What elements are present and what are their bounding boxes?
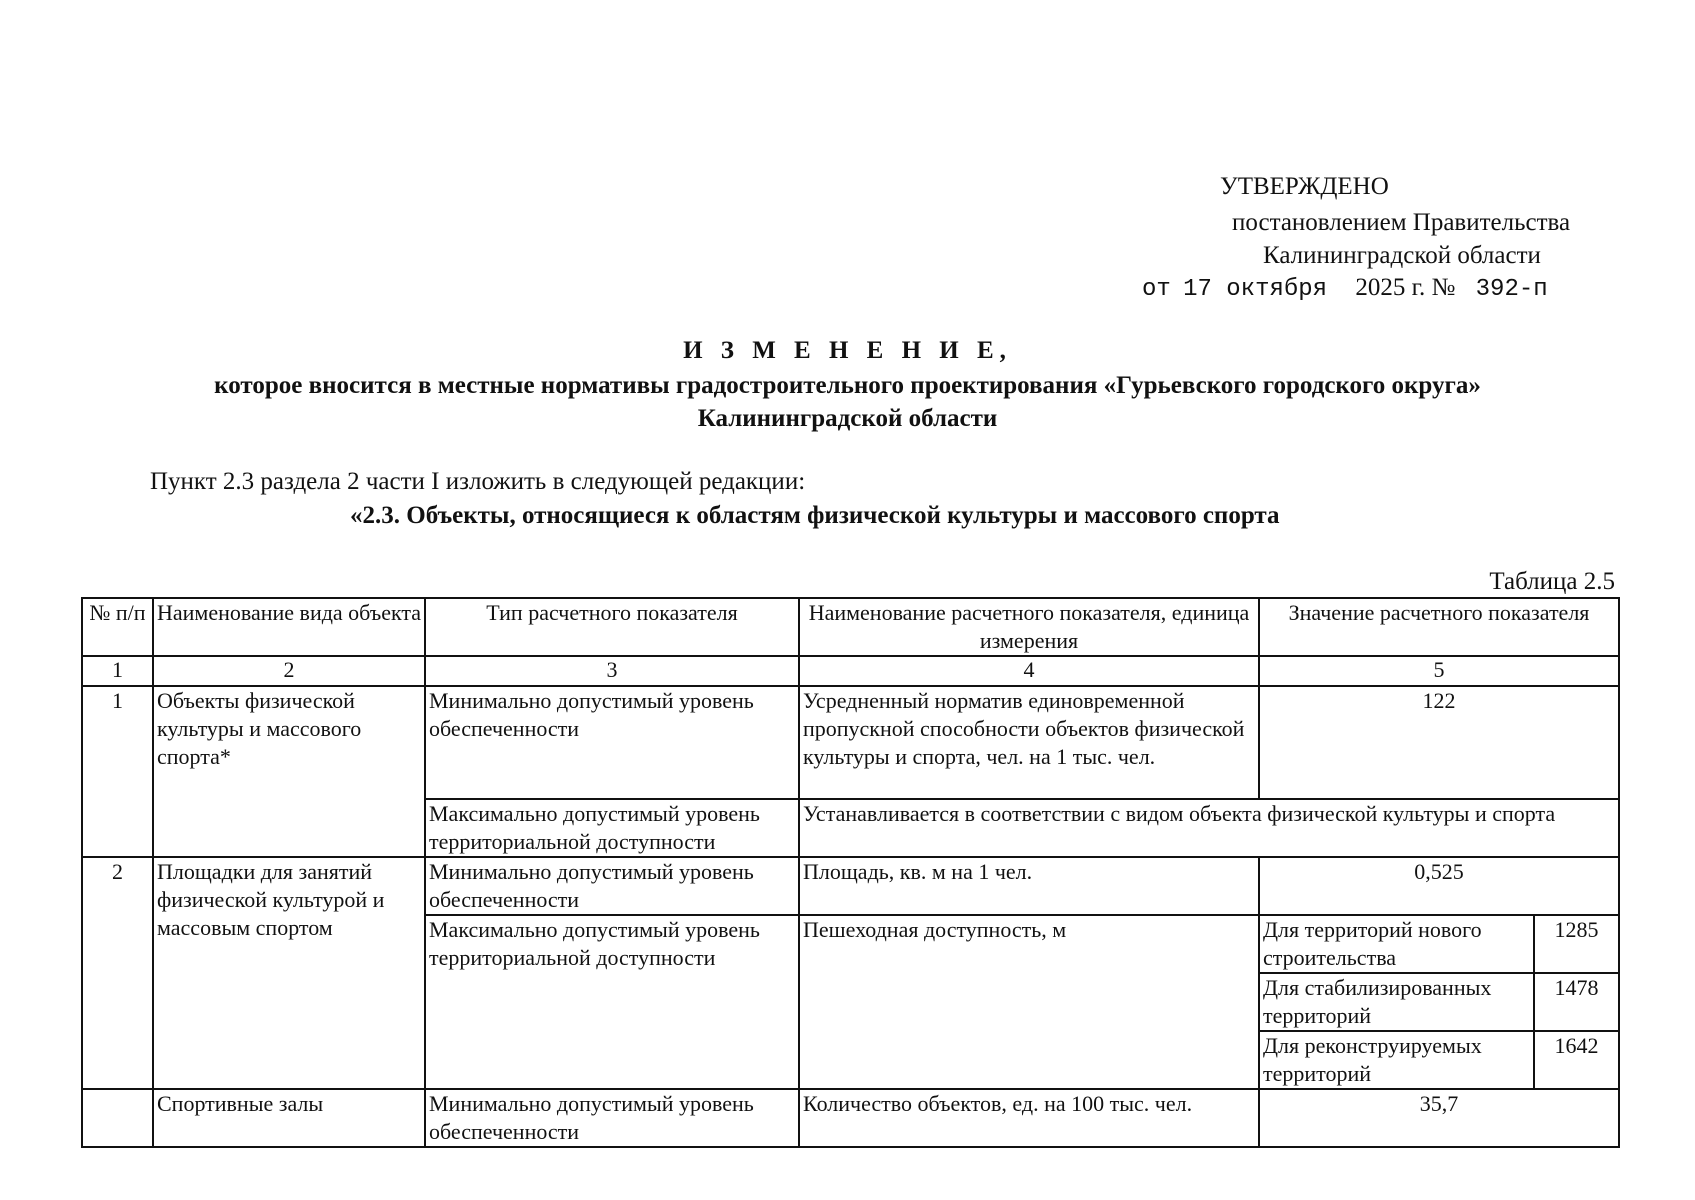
indicator-name-merged: Устанавливается в соответствии с видом объекта физической культуры и спорта [799, 799, 1619, 857]
territory-label: Для реконструируемых территорий [1263, 1033, 1482, 1086]
indicator-type: Минимально допустимый уровень обеспеченности [425, 686, 799, 799]
document-title: И З М Е Н Е Н И Е, [683, 337, 1012, 364]
column-number-row [82, 656, 1619, 686]
intro-text: Пункт 2.3 раздела 2 части I изложить в следующей редакции: [150, 468, 806, 495]
row-number: 2 [82, 857, 153, 1089]
indicator-value: 0,525 [1259, 857, 1619, 915]
header-type: Тип расчетного показателя [425, 598, 799, 656]
year-text: 2025 г. № [1355, 274, 1456, 301]
indicator-type: Минимально допустимый уровень обеспеченности [425, 857, 799, 915]
document-subtitle-line-2: Калининградской области [697, 405, 998, 432]
territory-label: Для стабилизированных территорий [1260, 973, 1534, 1031]
column-number: 1 [82, 656, 153, 686]
document-subtitle-line-1: которое вносится в местные нормативы градостроительного проектирования «Гурьевского городского округа» [214, 372, 1481, 399]
accessibility-subtable-cell [1259, 915, 1619, 1089]
table-caption: Таблица 2.5 [1489, 568, 1615, 595]
row-number: 1 [82, 686, 153, 857]
indicator-type: Максимально допустимый уровень территориальной доступности [425, 799, 799, 857]
table-row [82, 1089, 1619, 1147]
column-number: 4 [799, 656, 1259, 686]
indicator-name: Пешеходная доступность, м [799, 915, 1259, 1089]
approval-date-line [1142, 273, 1548, 305]
column-number: 2 [153, 656, 425, 686]
indicator-name: Усредненный норматив единовременной пропускной способности объектов физической культуры и спорта, чел. на 1 тыс. чел. [799, 686, 1259, 799]
header-num: № п/п [82, 598, 153, 656]
date-prefix: от [1142, 276, 1171, 303]
indicator-type: Минимально допустимый уровень обеспеченности [425, 1089, 799, 1147]
subtable-row [1260, 1031, 1618, 1088]
column-number: 3 [425, 656, 799, 686]
territory-value: 1642 [1534, 1031, 1618, 1088]
table-row [82, 857, 1619, 915]
territory-value: 1285 [1534, 916, 1618, 973]
header-value: Значение расчетного показателя [1259, 598, 1619, 656]
indicator-value: 35,7 [1259, 1089, 1619, 1147]
table-header-row [82, 598, 1619, 656]
section-title: «2.3. Объекты, относящиеся к областям физической культуры и массового спорта [350, 502, 1280, 529]
object-name: Объекты физической культуры и массового спорта* [153, 686, 425, 857]
decree-number: 392-п [1475, 276, 1548, 303]
table-row [82, 686, 1619, 799]
indicator-name: Количество объектов, ед. на 100 тыс. чел. [799, 1089, 1259, 1147]
column-number: 5 [1259, 656, 1619, 686]
accessibility-subtable [1260, 916, 1618, 1088]
territory-label: Для территорий нового строительства [1260, 916, 1534, 973]
indicator-name: Площадь, кв. м на 1 чел. [799, 857, 1259, 915]
subtable-row [1260, 973, 1618, 1031]
approval-line-1: постановлением Правительства [1232, 209, 1571, 236]
header-indicator-name: Наименование расчетного показателя, единица измерения [799, 598, 1259, 656]
territory-value: 1478 [1534, 973, 1618, 1031]
norms-table [81, 597, 1620, 1148]
header-object: Наименование вида объекта [153, 598, 425, 656]
approval-line-2: Калининградской области [1263, 242, 1541, 269]
object-name: Спортивные залы [153, 1089, 425, 1147]
indicator-type: Максимально допустимый уровень территориальной доступности [425, 915, 799, 1089]
indicator-value: 122 [1259, 686, 1619, 799]
object-name: Площадки для занятий физической культурой и массовым спортом [153, 857, 425, 1089]
row-number [82, 1089, 153, 1147]
approval-title: УТВЕРЖДЕНО [1220, 173, 1389, 200]
date-value: 17 октября [1183, 276, 1328, 303]
subtable-row [1260, 916, 1618, 973]
